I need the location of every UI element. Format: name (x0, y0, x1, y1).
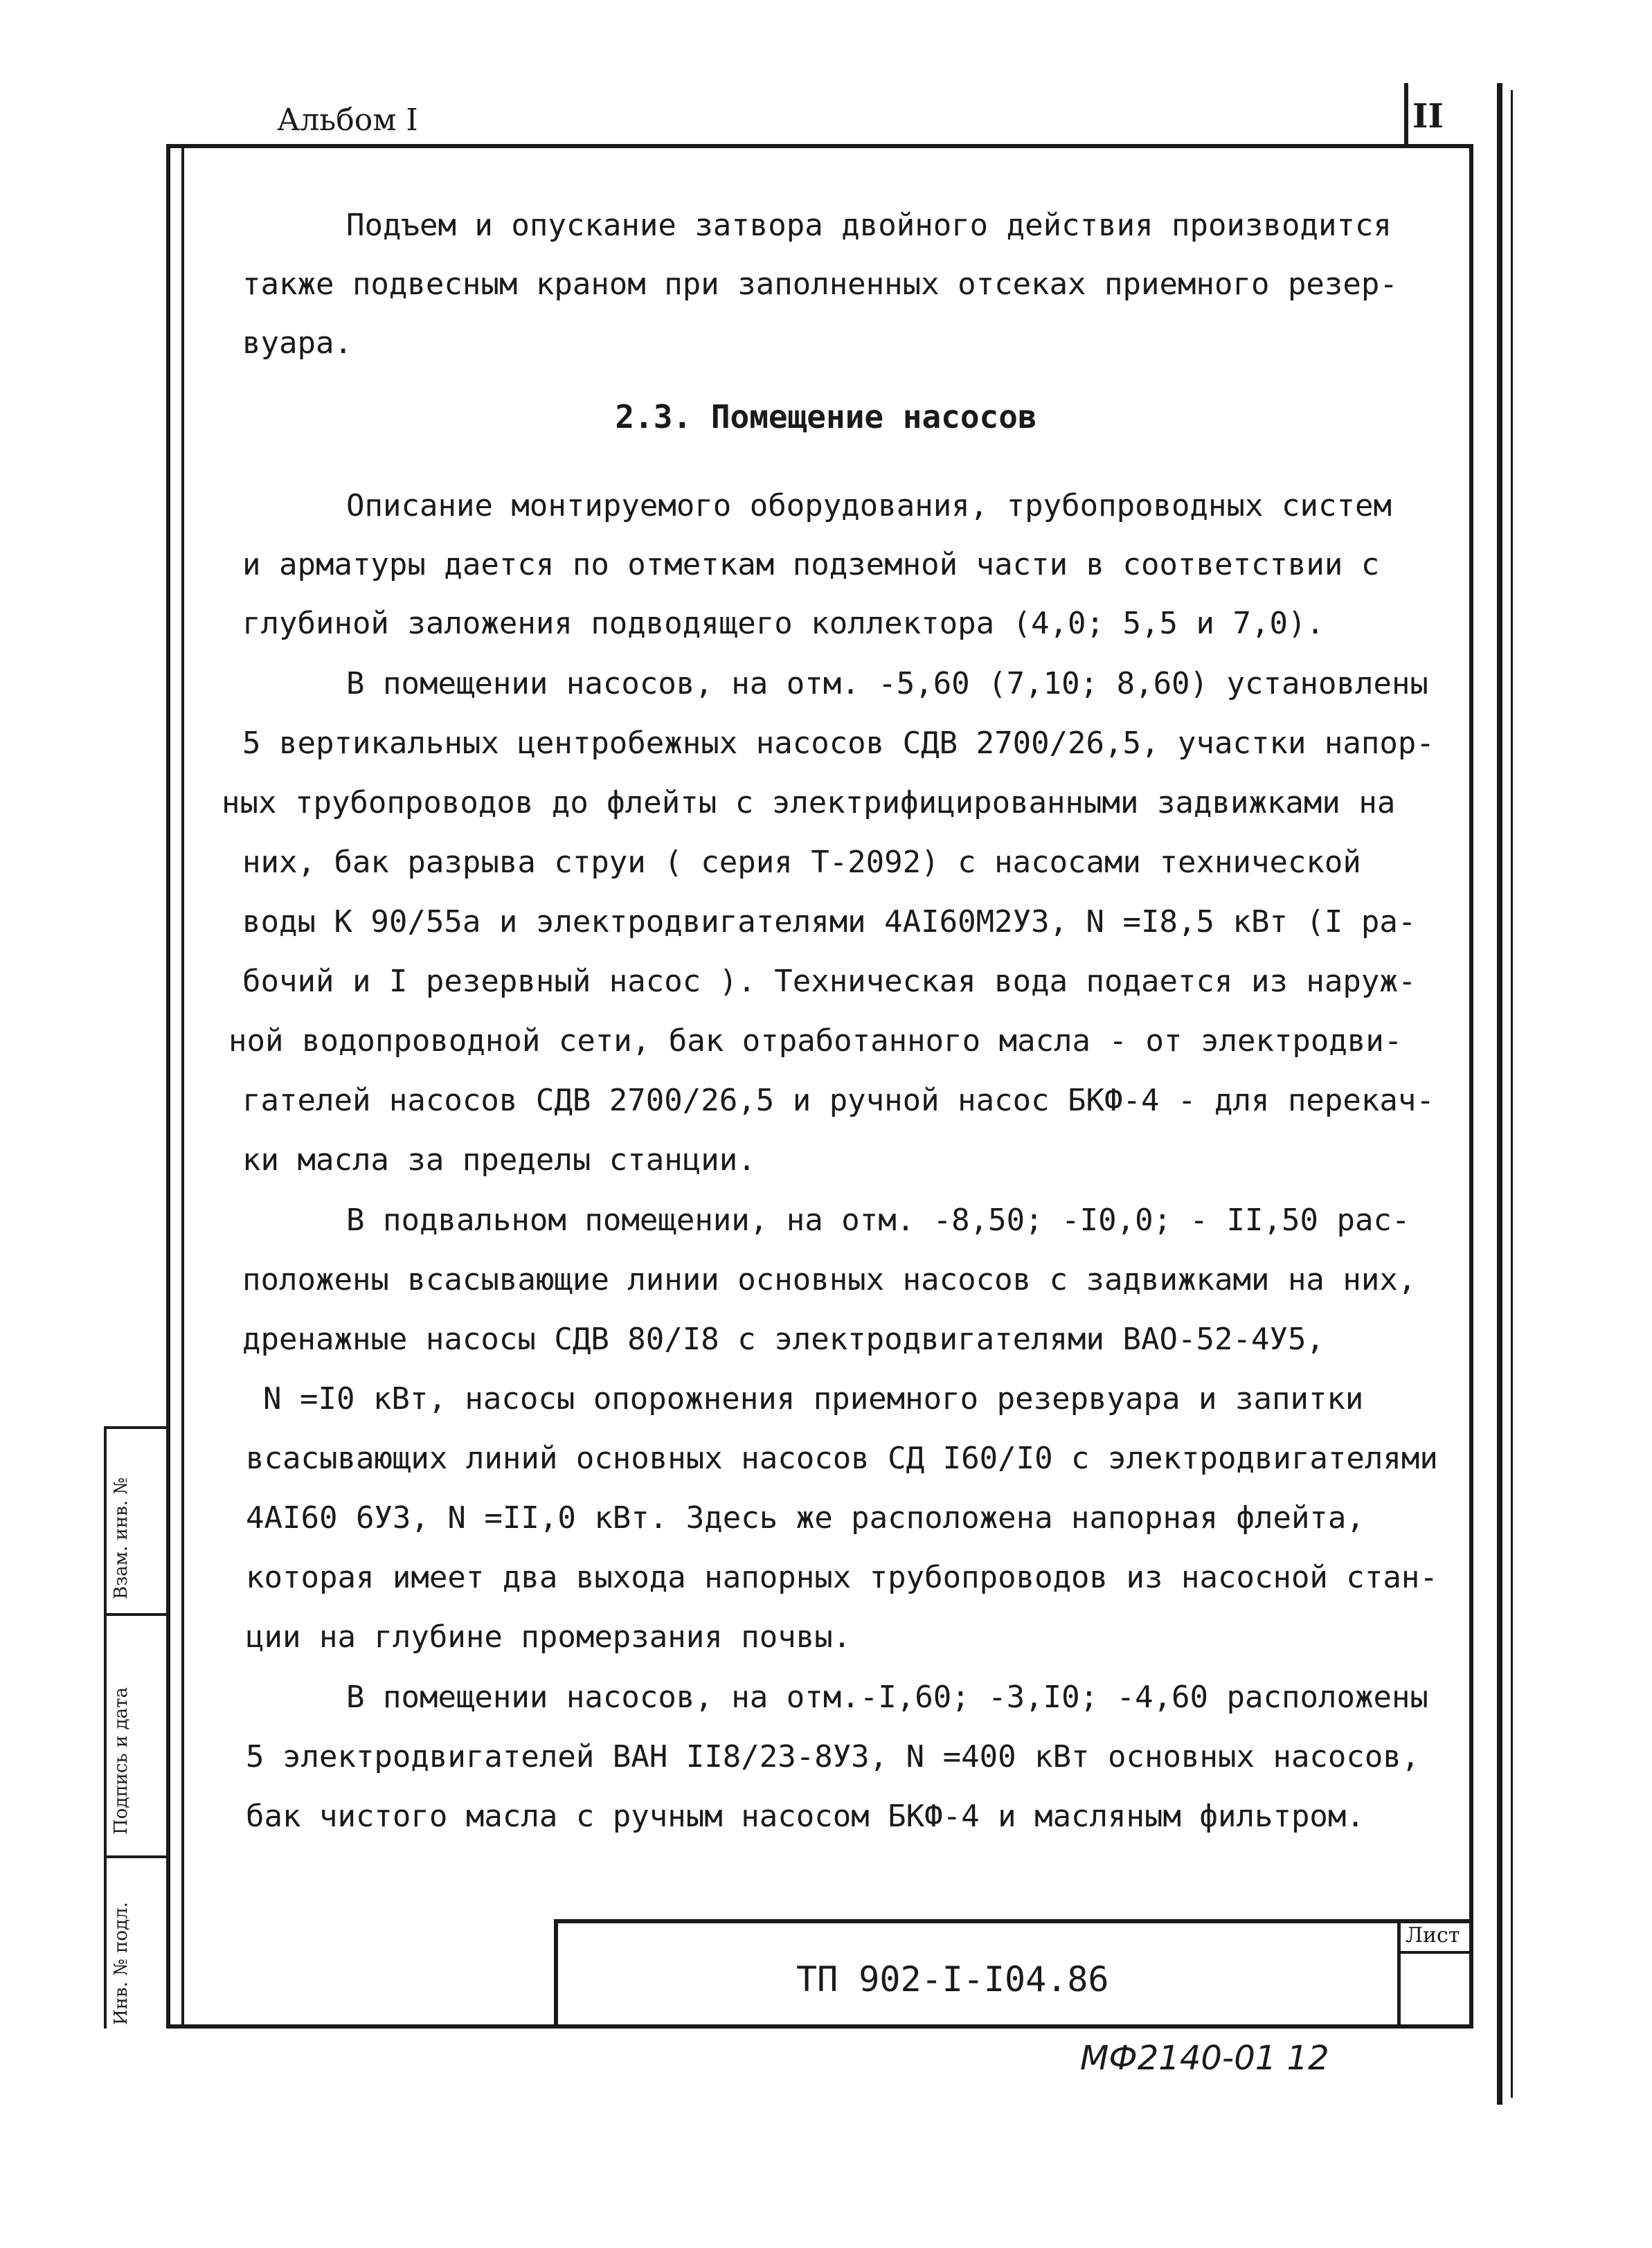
text-line: Подъем и опускание затвора двойного действия производится (346, 208, 1392, 243)
text-line: положены всасывающие линии основных насосов с задвижками на них, (242, 1262, 1417, 1297)
side-label-replaced: Взам. инв. № (111, 1477, 132, 1599)
side-stamp-divider (104, 1613, 166, 1616)
text-line: воды К 90/55а и электродвигателями 4АI60М2У3, N =I8,5 кВт (I ра- (242, 904, 1417, 939)
side-label-signature: Подпись и дата (111, 1687, 132, 1835)
text-line: также подвесным краном при заполненных отсеках приемного резер- (242, 267, 1398, 302)
right-margin-line (1497, 83, 1502, 2105)
text-line: них, бак разрыва струи ( серия Т-2092) с насосами технической (242, 845, 1361, 880)
text-line: всасывающих линий основных насосов СД I60/I0 с электродвигателями (246, 1441, 1438, 1476)
album-label: Альбом I (277, 102, 418, 138)
text-line: В помещении насосов, на отм. -5,60 (7,10; 8,60) установлены (346, 666, 1428, 701)
text-line: Описание монтируемого оборудования, трубопроводных систем (346, 488, 1392, 523)
sheet-box-divider (1397, 1951, 1473, 1954)
text-line: бочий и I резервный насос ). Техническая вода подается из наруж- (242, 964, 1417, 999)
frame-divider (1404, 83, 1408, 145)
page-number: II (1412, 97, 1444, 136)
section-title: 2.3. Помещение насосов (615, 398, 1037, 435)
side-stamp-divider (104, 1855, 166, 1858)
text-line: бак чистого масла с ручным насосом БКФ-4 и масляным фильтром. (246, 1799, 1365, 1834)
text-line: 5 вертикальных центробежных насосов СДВ 2700/26,5, участки напор- (242, 726, 1435, 761)
text-line: В помещении насосов, на отм.-I,60; -3,I0; -4,60 расположены (346, 1680, 1428, 1715)
text-line: ных трубопроводов до флейты с электрифицированными задвижками на (222, 785, 1396, 820)
text-line: и арматуры дается по отметкам подземной части в соответствии с (242, 547, 1380, 582)
text-line: В подвальном помещении, на отм. -8,50; -I0,0; - II,50 рас- (346, 1203, 1410, 1238)
document-code: ТП 902-I-I04.86 (796, 1959, 1109, 1999)
text-line: дренажные насосы СДВ 80/I8 с электродвигателями ВАО-52-4У5, (242, 1322, 1325, 1357)
side-label-inv: Инв. № подл. (111, 1902, 132, 2025)
text-line: ки масла за пределы станции. (242, 1142, 756, 1178)
handwritten-note: МФ2140-01 12 (1080, 2039, 1329, 2078)
text-line: N =I0 кВт, насосы опорожнения приемного резервуара и запитки (263, 1381, 1364, 1417)
text-line: гателей насосов СДВ 2700/26,5 и ручной насос БКФ-4 - для перекач- (242, 1083, 1435, 1118)
text-line: 5 электродвигателей ВАН II8/23-8У3, N =400 кВт основных насосов, (246, 1739, 1420, 1774)
text-line: ной водопроводной сети, бак отработанного масла - от электродви- (228, 1023, 1403, 1059)
right-margin-line-thin (1511, 90, 1513, 2098)
text-line: которая имеет два выхода напорных трубопроводов из насосной стан- (246, 1560, 1438, 1595)
sheet-label: Лист (1406, 1923, 1460, 1948)
text-line: 4АI60 6У3, N =II,0 кВт. Здесь же расположена напорная флейта, (246, 1500, 1365, 1536)
text-line: ции на глубине промерзания почвы. (246, 1619, 852, 1655)
text-line: вуара. (242, 325, 352, 361)
text-line: глубиной заложения подводящего коллектора (4,0; 5,5 и 7,0). (242, 606, 1325, 641)
